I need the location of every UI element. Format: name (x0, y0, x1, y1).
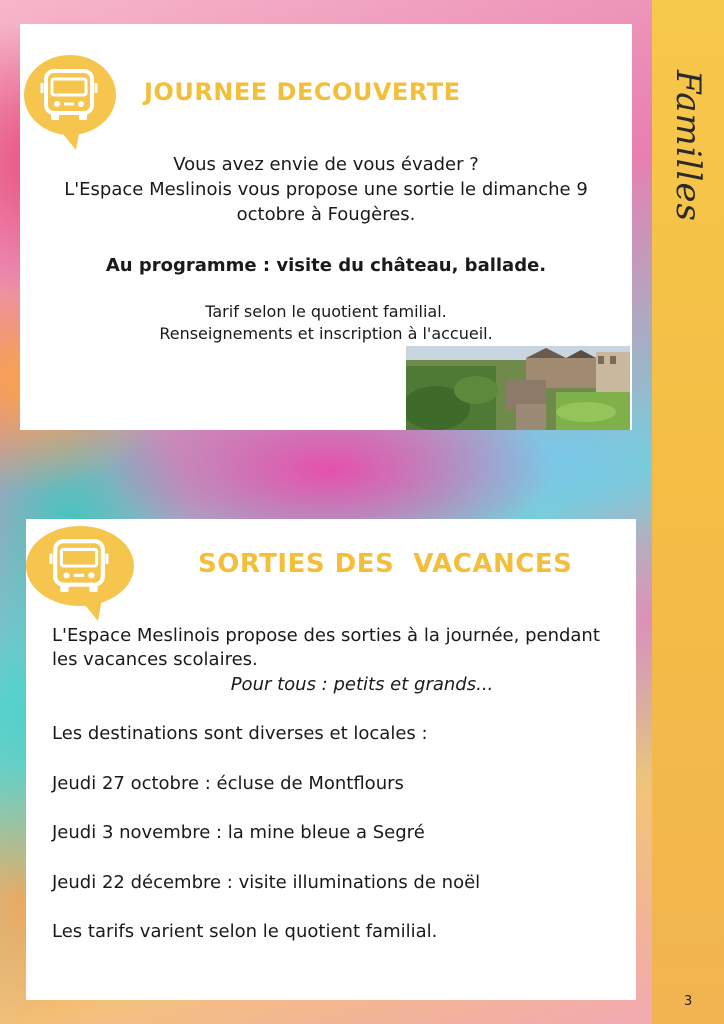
intro-line: L'Espace Meslinois vous propose une sortie le dimanche 9 (64, 179, 588, 200)
intro-line: L'Espace Meslinois propose des sorties à la journée, pendant (52, 625, 600, 646)
intro-text (20, 152, 632, 227)
info-text (20, 301, 632, 345)
side-label: Familles (668, 70, 708, 222)
card-title: JOURNEE DECOUVERTE (144, 78, 461, 106)
bus-icon (40, 67, 98, 123)
page-number: 3 (684, 994, 693, 1009)
list-item: Jeudi 22 décembre : visite illuminations de noël (52, 872, 481, 893)
tarifs-text: Les tarifs varient selon le quotient familial. (52, 921, 438, 942)
programme-text: Au programme : visite du château, ballade. (105, 255, 547, 276)
tarif-line: Tarif selon le quotient familial. (205, 302, 447, 321)
card-title: SORTIES DES VACANCES (198, 549, 573, 579)
speech-bubble-tail (58, 128, 80, 150)
destinations-heading: Les destinations sont diverses et locales : (52, 723, 428, 744)
speech-bubble-tail (80, 599, 102, 621)
castle-photo (406, 346, 630, 430)
intro-line: Vous avez envie de vous évader ? (173, 154, 479, 175)
renseignements-line: Renseignements et inscription à l'accueil. (159, 324, 493, 343)
bus-icon (48, 537, 110, 595)
list-item: Jeudi 27 octobre : écluse de Montflours (52, 773, 404, 794)
intro-text (52, 624, 632, 672)
intro-line: les vacances scolaires. (52, 649, 258, 670)
intro-line: octobre à Fougères. (236, 204, 416, 225)
audience-text: Pour tous : petits et grands... (230, 674, 494, 695)
list-item: Jeudi 3 novembre : la mine bleue a Segré (52, 822, 425, 843)
